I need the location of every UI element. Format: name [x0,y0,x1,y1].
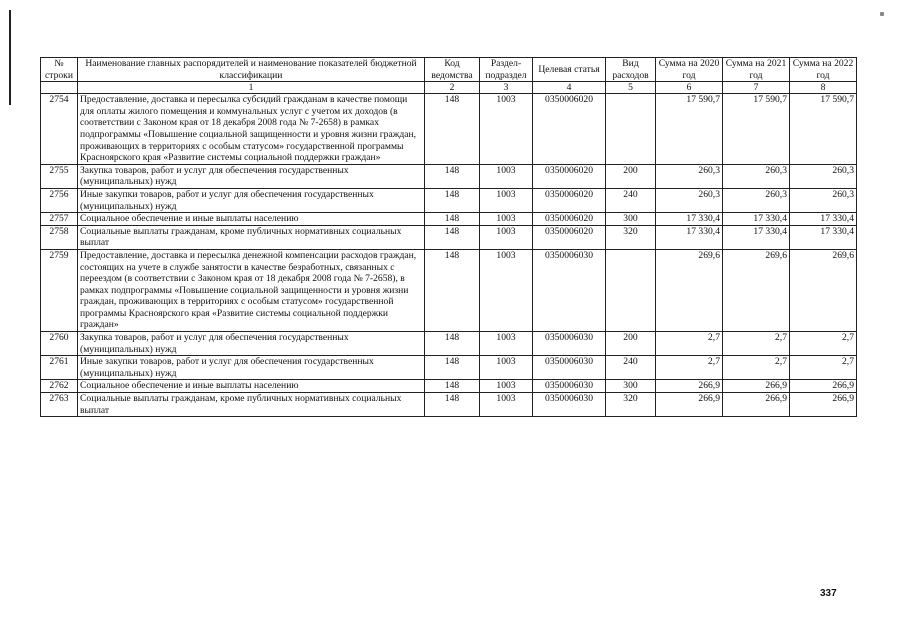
col-number: 2 [425,82,480,94]
header-sum-2021: Сумма на 2021 год [723,58,790,82]
dept-code-cell: 148 [425,380,480,393]
sum-2022-cell: 17 330,4 [790,225,857,249]
dept-code-cell: 148 [425,393,480,417]
target-article-cell: 0350006020 [533,188,606,212]
section-code-cell: 1003 [480,332,533,356]
row-name-cell: Закупка товаров, работ и услуг для обеспечения государственных (муниципальных) нужд [78,164,425,188]
target-article-cell: 0350006030 [533,393,606,417]
sum-2020-cell: 266,9 [656,380,723,393]
section-code-cell: 1003 [480,249,533,331]
sum-2022-cell: 2,7 [790,332,857,356]
sum-2021-cell: 260,3 [723,164,790,188]
target-article-cell: 0350006020 [533,94,606,165]
expense-kind-cell: 200 [606,332,656,356]
sum-2020-cell: 260,3 [656,188,723,212]
target-article-cell: 0350006030 [533,380,606,393]
section-code-cell: 1003 [480,393,533,417]
table-row [41,213,857,226]
row-number-cell: 2763 [41,393,78,417]
header-sum-2022: Сумма на 2022 год [790,58,857,82]
target-article-cell: 0350006030 [533,332,606,356]
sum-2022-cell: 17 590,7 [790,94,857,165]
col-number: 3 [480,82,533,94]
expense-kind-cell: 240 [606,356,656,380]
table-row [41,164,857,188]
dept-code-cell: 148 [425,356,480,380]
row-number-cell: 2762 [41,380,78,393]
col-number: 7 [723,82,790,94]
row-name-cell: Социальное обеспечение и иные выплаты населению [78,380,425,393]
col-number: 8 [790,82,857,94]
sum-2020-cell: 269,6 [656,249,723,331]
header-section: Раздел-подраздел [480,58,533,82]
expense-kind-cell: 200 [606,164,656,188]
page-number: 337 [820,588,837,599]
sum-2021-cell: 269,6 [723,249,790,331]
sum-2022-cell: 269,6 [790,249,857,331]
sum-2022-cell: 266,9 [790,380,857,393]
section-code-cell: 1003 [480,188,533,212]
header-kind: Вид расходов [606,58,656,82]
column-number-row [41,82,857,94]
dept-code-cell: 148 [425,94,480,165]
expense-kind-cell: 240 [606,188,656,212]
sum-2020-cell: 2,7 [656,332,723,356]
table-row [41,380,857,393]
col-number: 5 [606,82,656,94]
table-row [41,94,857,165]
dept-code-cell: 148 [425,188,480,212]
target-article-cell: 0350006020 [533,164,606,188]
sum-2021-cell: 17 330,4 [723,213,790,226]
target-article-cell: 0350006020 [533,225,606,249]
table-body [41,94,857,417]
sum-2022-cell: 2,7 [790,356,857,380]
sum-2020-cell: 17 330,4 [656,225,723,249]
table-header-row [41,58,857,82]
expense-kind-cell: 320 [606,393,656,417]
header-row-no: № строки [41,58,78,82]
table-row [41,188,857,212]
target-article-cell: 0350006030 [533,356,606,380]
row-name-cell: Закупка товаров, работ и услуг для обеспечения государственных (муниципальных) нужд [78,332,425,356]
sum-2020-cell: 17 330,4 [656,213,723,226]
section-code-cell: 1003 [480,213,533,226]
expense-kind-cell: 320 [606,225,656,249]
row-number-cell: 2760 [41,332,78,356]
header-dept: Код ведомства [425,58,480,82]
row-name-cell: Предоставление, доставка и пересылка субсидий гражданам в качестве помощи для оплаты жилого помещения и коммунальных услуг с учетом их доходов (в соответствии с Законом края от 18 декабря 2008 года № 7-2658) в рамках подпрограммы «Повышение социальной защищенности и уровня жизни граждан, проживающих в территориях с особым статусом» государственной программы Красноярского края «Развитие системы социальной поддержки граждан» [78,94,425,165]
section-code-cell: 1003 [480,225,533,249]
row-name-cell: Социальное обеспечение и иные выплаты населению [78,213,425,226]
sum-2022-cell: 260,3 [790,188,857,212]
scan-mark [880,12,884,16]
dept-code-cell: 148 [425,225,480,249]
dept-code-cell: 148 [425,249,480,331]
row-name-cell: Предоставление, доставка и пересылка денежной компенсации расходов граждан, состоящих на учете в службе занятости в качестве безработных, связанных с переездом (в соответствии с Законом края от 18 декабря 2008 года № 7-2658), в рамках подпрограммы «Повышение социальной защищенности и уровня жизни граждан, проживающих в территориях с особым статусом» государственной программы Красноярского края «Развитие системы социальной поддержки граждан» [78,249,425,331]
sum-2021-cell: 2,7 [723,332,790,356]
header-name: Наименование главных распорядителей и наименование показателей бюджетной классификации [78,58,425,82]
row-name-cell: Социальные выплаты гражданам, кроме публичных нормативных социальных выплат [78,225,425,249]
table-row [41,249,857,331]
section-code-cell: 1003 [480,380,533,393]
table-row [41,356,857,380]
section-code-cell: 1003 [480,164,533,188]
row-name-cell: Социальные выплаты гражданам, кроме публичных нормативных социальных выплат [78,393,425,417]
sum-2020-cell: 17 590,7 [656,94,723,165]
section-code-cell: 1003 [480,94,533,165]
header-sum-2020: Сумма на 2020 год [656,58,723,82]
target-article-cell: 0350006020 [533,213,606,226]
sum-2021-cell: 266,9 [723,393,790,417]
col-number: 4 [533,82,606,94]
sum-2021-cell: 266,9 [723,380,790,393]
row-number-cell: 2754 [41,94,78,165]
sum-2020-cell: 2,7 [656,356,723,380]
sum-2022-cell: 266,9 [790,393,857,417]
sum-2022-cell: 260,3 [790,164,857,188]
expense-kind-cell: 300 [606,213,656,226]
section-code-cell: 1003 [480,356,533,380]
row-name-cell: Иные закупки товаров, работ и услуг для обеспечения государственных (муниципальных) нужд [78,356,425,380]
row-number-cell: 2758 [41,225,78,249]
sum-2020-cell: 266,9 [656,393,723,417]
header-target: Целевая статья [533,58,606,82]
row-number-cell: 2757 [41,213,78,226]
sum-2021-cell: 2,7 [723,356,790,380]
sum-2021-cell: 260,3 [723,188,790,212]
col-number: 6 [656,82,723,94]
table-row [41,332,857,356]
scan-edge-line [9,10,11,105]
sum-2021-cell: 17 330,4 [723,225,790,249]
row-number-cell: 2756 [41,188,78,212]
col-number: 1 [78,82,425,94]
table-row [41,225,857,249]
expense-kind-cell [606,249,656,331]
target-article-cell: 0350006030 [533,249,606,331]
row-name-cell: Иные закупки товаров, работ и услуг для обеспечения государственных (муниципальных) нужд [78,188,425,212]
row-number-cell: 2755 [41,164,78,188]
dept-code-cell: 148 [425,332,480,356]
budget-table [40,57,857,417]
table-row [41,393,857,417]
expense-kind-cell [606,94,656,165]
dept-code-cell: 148 [425,213,480,226]
col-number [41,82,78,94]
row-number-cell: 2761 [41,356,78,380]
expense-kind-cell: 300 [606,380,656,393]
sum-2020-cell: 260,3 [656,164,723,188]
sum-2022-cell: 17 330,4 [790,213,857,226]
dept-code-cell: 148 [425,164,480,188]
sum-2021-cell: 17 590,7 [723,94,790,165]
row-number-cell: 2759 [41,249,78,331]
